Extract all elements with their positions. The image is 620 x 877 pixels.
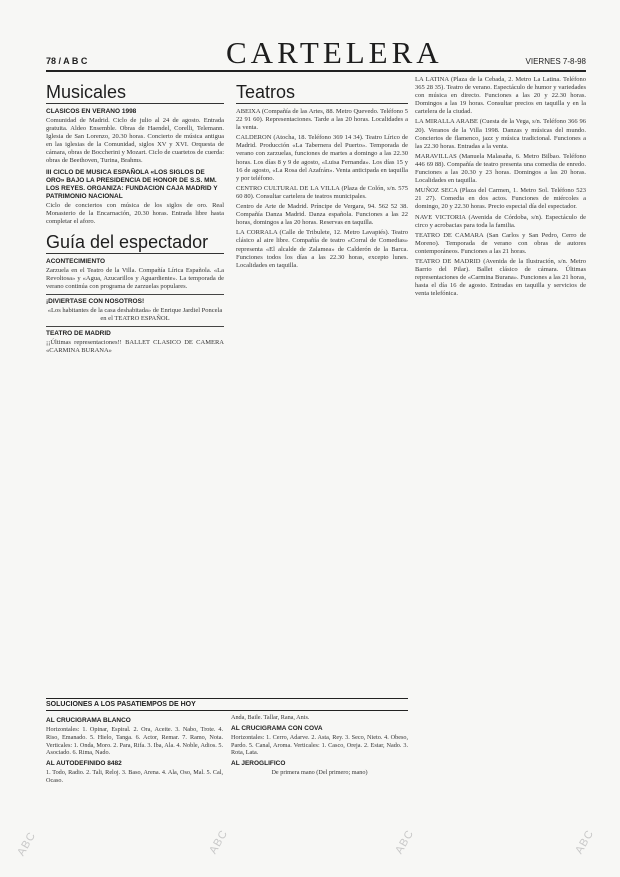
text-crucigrama-blanco: Horizontales: 1. Opinar, Espiral. 2. Ora, Aceite. 3. Nabo, Trote. 4. Riso, Emanado. 5. Hielo, Tanga. 6. Actor, Remar. 7. Ramo, Nota. Verticales: 1. Onda, Moro. 2. Para, Rifa. 3. Iba, Ala. 4. Noble, Adios. 5. Asociado. 6. Rima, Nado. <box>46 726 223 757</box>
text-acontecimiento: Zarzuela en el Teatro de la Villa. Compañía Lírica Española. «La Revoltosa» y «Agua, Azucarillos y Aguardiente». La temporada de verano continúa con programa de zarzuelas populares. <box>46 266 224 291</box>
subheading-ciclo: III CICLO DE MUSICA ESPAÑOLA «LOS SIGLOS DE ORO» BAJO LA PRESIDENCIA DE HONOR DE S.S. MM. LOS REYES. ORGANIZA: FUNDACION CAJA MADRID Y PATRIMONIO NACIONAL <box>46 168 218 200</box>
subheading-acontecimiento: ACONTECIMIENTO <box>46 257 106 265</box>
subheading-teatro-madrid: TEATRO DE MADRID <box>46 330 111 338</box>
text-ciclo: Ciclo de conciertos con música de los siglos de oro. Real Monasterio de la Encarnación, 20.30 horas. Entrada libre hasta completar el aforo. <box>46 201 224 225</box>
issue-date: VIERNES 7-8-98 <box>525 57 586 66</box>
watermark: ABC <box>207 827 231 857</box>
text-clasicos: Comunidad de Madrid. Ciclo de julio al 24 de agosto. Entrada gratuita. Aldeo Ensemble. Obras de Haendel, Corelli, Telemann. Iglesia de San Lorenzo, 20.30 horas. Concierto de música antigua en las iglesias de la Comunidad, siglos XV y XVI. Orquesta de cámara, obras de Boccherini y Mozart. Ciclo de cuartetos de cuerda: obras de Beethoven, Turina, Brahms. <box>46 117 224 165</box>
soluciones-columns <box>46 714 408 787</box>
watermark: ABC <box>393 827 417 857</box>
listing-la-latina: LA LATINA (Plaza de la Cebada, 2. Metro La Latina. Teléfono 365 28 35). Teatro de verano. Espectáculo de humor y variedades con música en directo. Funciones a las 20 y 22.30 horas. Domingos a las 19 horas. Consultar precios en taquilla y en la cartelera de la ciudad. <box>415 76 586 116</box>
header-rule <box>46 70 586 72</box>
listing-centro-cultural: CENTRO CULTURAL DE LA VILLA (Plaza de Colón, s/n. 575 60 80). Consultar cartelera de teatros municipales. <box>236 184 408 200</box>
listing-centro-arte: Centro de Arte de Madrid. Príncipe de Vergara, 94. 562 52 38. Compañía Danza Madrid. Danza española. Funciones a las 22 horas, domingos a las 20 horas. Reservas en taquilla. <box>236 203 408 227</box>
heading-teatros: Teatros <box>236 82 408 104</box>
subheading-diviertase: ¡DIVIERTASE CON NOSOTROS! <box>46 298 145 306</box>
subheading-crucigrama-blanco: AL CRUCIGRAMA BLANCO <box>46 717 131 724</box>
text-autodefinido: 1. Todo, Radio. 2. Tali, Reloj. 3. Baso, Arena. 4. Ala, Oso, Mal. 5. Cal, Ocaso. <box>46 769 223 784</box>
listing-calderon: CALDERON (Atocha, 18. Teléfono 369 14 34). Teatro Lírico de Madrid. Producción «La Tabernera del Puerto». Temporada de verano con zarzuelas, funciones de martes a domingo a las 22.30 horas. Los días 8 y 9 de agosto, «Luisa Fernanda». Los días 15 y 16 de agosto, «La Rosa del Azafrán». Venta anticipada en taquilla y por teléfono. <box>236 134 408 182</box>
text-teatro-madrid: ¡¡Últimas representaciones!! BALLET CLASICO DE CAMERA «CARMINA BURANA» <box>46 339 224 355</box>
listing-muralla-arabe: LA MIRALLA ARABE (Cuesta de la Vega, s/n. Teléfono 366 96 20). Veranos de la Villa 1998. Danzas y músicas del mundo. Conciertos de flamenco, jazz y música tradicional. Funciones a las 22.30 horas. Entradas a la venta. <box>415 118 586 150</box>
divider <box>46 326 224 327</box>
listing-teatro-madrid: TEATRO DE MADRID (Avenida de la Ilustración, s/n. Metro Barrio del Pilar). Ballet clásico de cámara. Últimas representaciones de «Carmina Burana». Funciones a las 21 horas, hasta el día 16 de agosto. Entradas en taquilla y servicios de venta telefónica. <box>415 257 586 298</box>
soluciones-box <box>46 698 408 787</box>
text-jeroglifico: De primera mano (Del primero; mano) <box>271 769 368 777</box>
column-middle <box>236 76 408 272</box>
heading-guia: Guía del espectador <box>46 232 224 254</box>
subheading-autodefinido: AL AUTODEFINIDO 8482 <box>46 760 122 768</box>
divider <box>46 294 224 295</box>
soluciones-col-left <box>46 714 223 787</box>
column-left <box>46 76 224 358</box>
listing-la-corrala: LA CORRALA (Calle de Tribulete, 12. Metro Lavapiés). Teatro clásico al aire libre. Compañía de teatro «Corral de Comedias» representa «El alcalde de Zalamea» de Calderón de la Barca. Funciones todos los días a las 22.30 horas, excepto lunes. Localidades en taquilla. <box>236 229 408 269</box>
listing-abeixa: ABEIXA (Compañía de las Artes, 88. Metro Quevedo. Teléfono 5 22 91 60). Representaciones. Tarde a las 20 horas. Localidades a la venta. <box>236 108 408 132</box>
text-crucigrama-cova: Horizontales: 1. Cerro, Adarve. 2. Asta, Rey. 3. Seco, Nieto. 4. Obeso, Pardo. 5. Canal, Aroma. Verticales: 1. Casco, Oreja. 2. Estar, Nado. 3. Rota, Lata. <box>231 733 408 757</box>
soluciones-col-right <box>231 714 408 787</box>
column-right <box>415 76 586 300</box>
page-header <box>46 35 586 70</box>
watermark: ABC <box>573 827 597 857</box>
listing-teatro-camara: TEATRO DE CAMARA (San Carlos y San Pedro, Cerro de Moreno). Temporada de verano con obras de autores contemporáneos. Funciones a las 21 horas. <box>415 231 586 255</box>
heading-musicales: Musicales <box>46 82 224 104</box>
watermark: ABC <box>15 829 39 859</box>
text-autodefinido-cont: Anda, Baile. Tallar, Rana, Anis. <box>231 714 310 721</box>
soluciones-title: SOLUCIONES A LOS PASATIEMPOS DE HOY <box>46 698 408 711</box>
section-masthead: CARTELERA <box>226 35 443 70</box>
subheading-crucigrama-cova: AL CRUCIGRAMA CON COVA <box>231 724 323 732</box>
page-number: 78 / A B C <box>46 56 88 66</box>
subheading-clasicos: CLASICOS EN VERANO 1998 <box>46 108 137 115</box>
listing-maravillas: MARAVILLAS (Manuela Malasaña, 6. Metro Bilbao. Teléfono 446 69 88). Compañía de teatro presenta una comedia de enredo. Funciones a las 20.30 y 23 horas. Domingos a las 20 horas. Localidades en taquilla. <box>415 152 586 185</box>
subheading-jeroglifico: AL JEROGLIFICO <box>231 760 286 768</box>
text-diviertase: «Los habitantes de la casa deshabitada» de Enrique Jardiel Poncela en el TEATRO ESPAÑOL <box>47 307 223 323</box>
listing-munoz-seca: MUÑOZ SECA (Plaza del Carmen, 1. Metro Sol. Teléfono 523 21 27). Comedia en dos actos. Funciones de miércoles a domingo, 20 y 22.30 horas. Precio especial día del espectador. <box>415 187 586 211</box>
listing-nave-victoria: NAVE VICTORIA (Avenida de Córdoba, s/n). Espectáculo de circo y acrobacias para toda la familia. <box>415 213 586 229</box>
